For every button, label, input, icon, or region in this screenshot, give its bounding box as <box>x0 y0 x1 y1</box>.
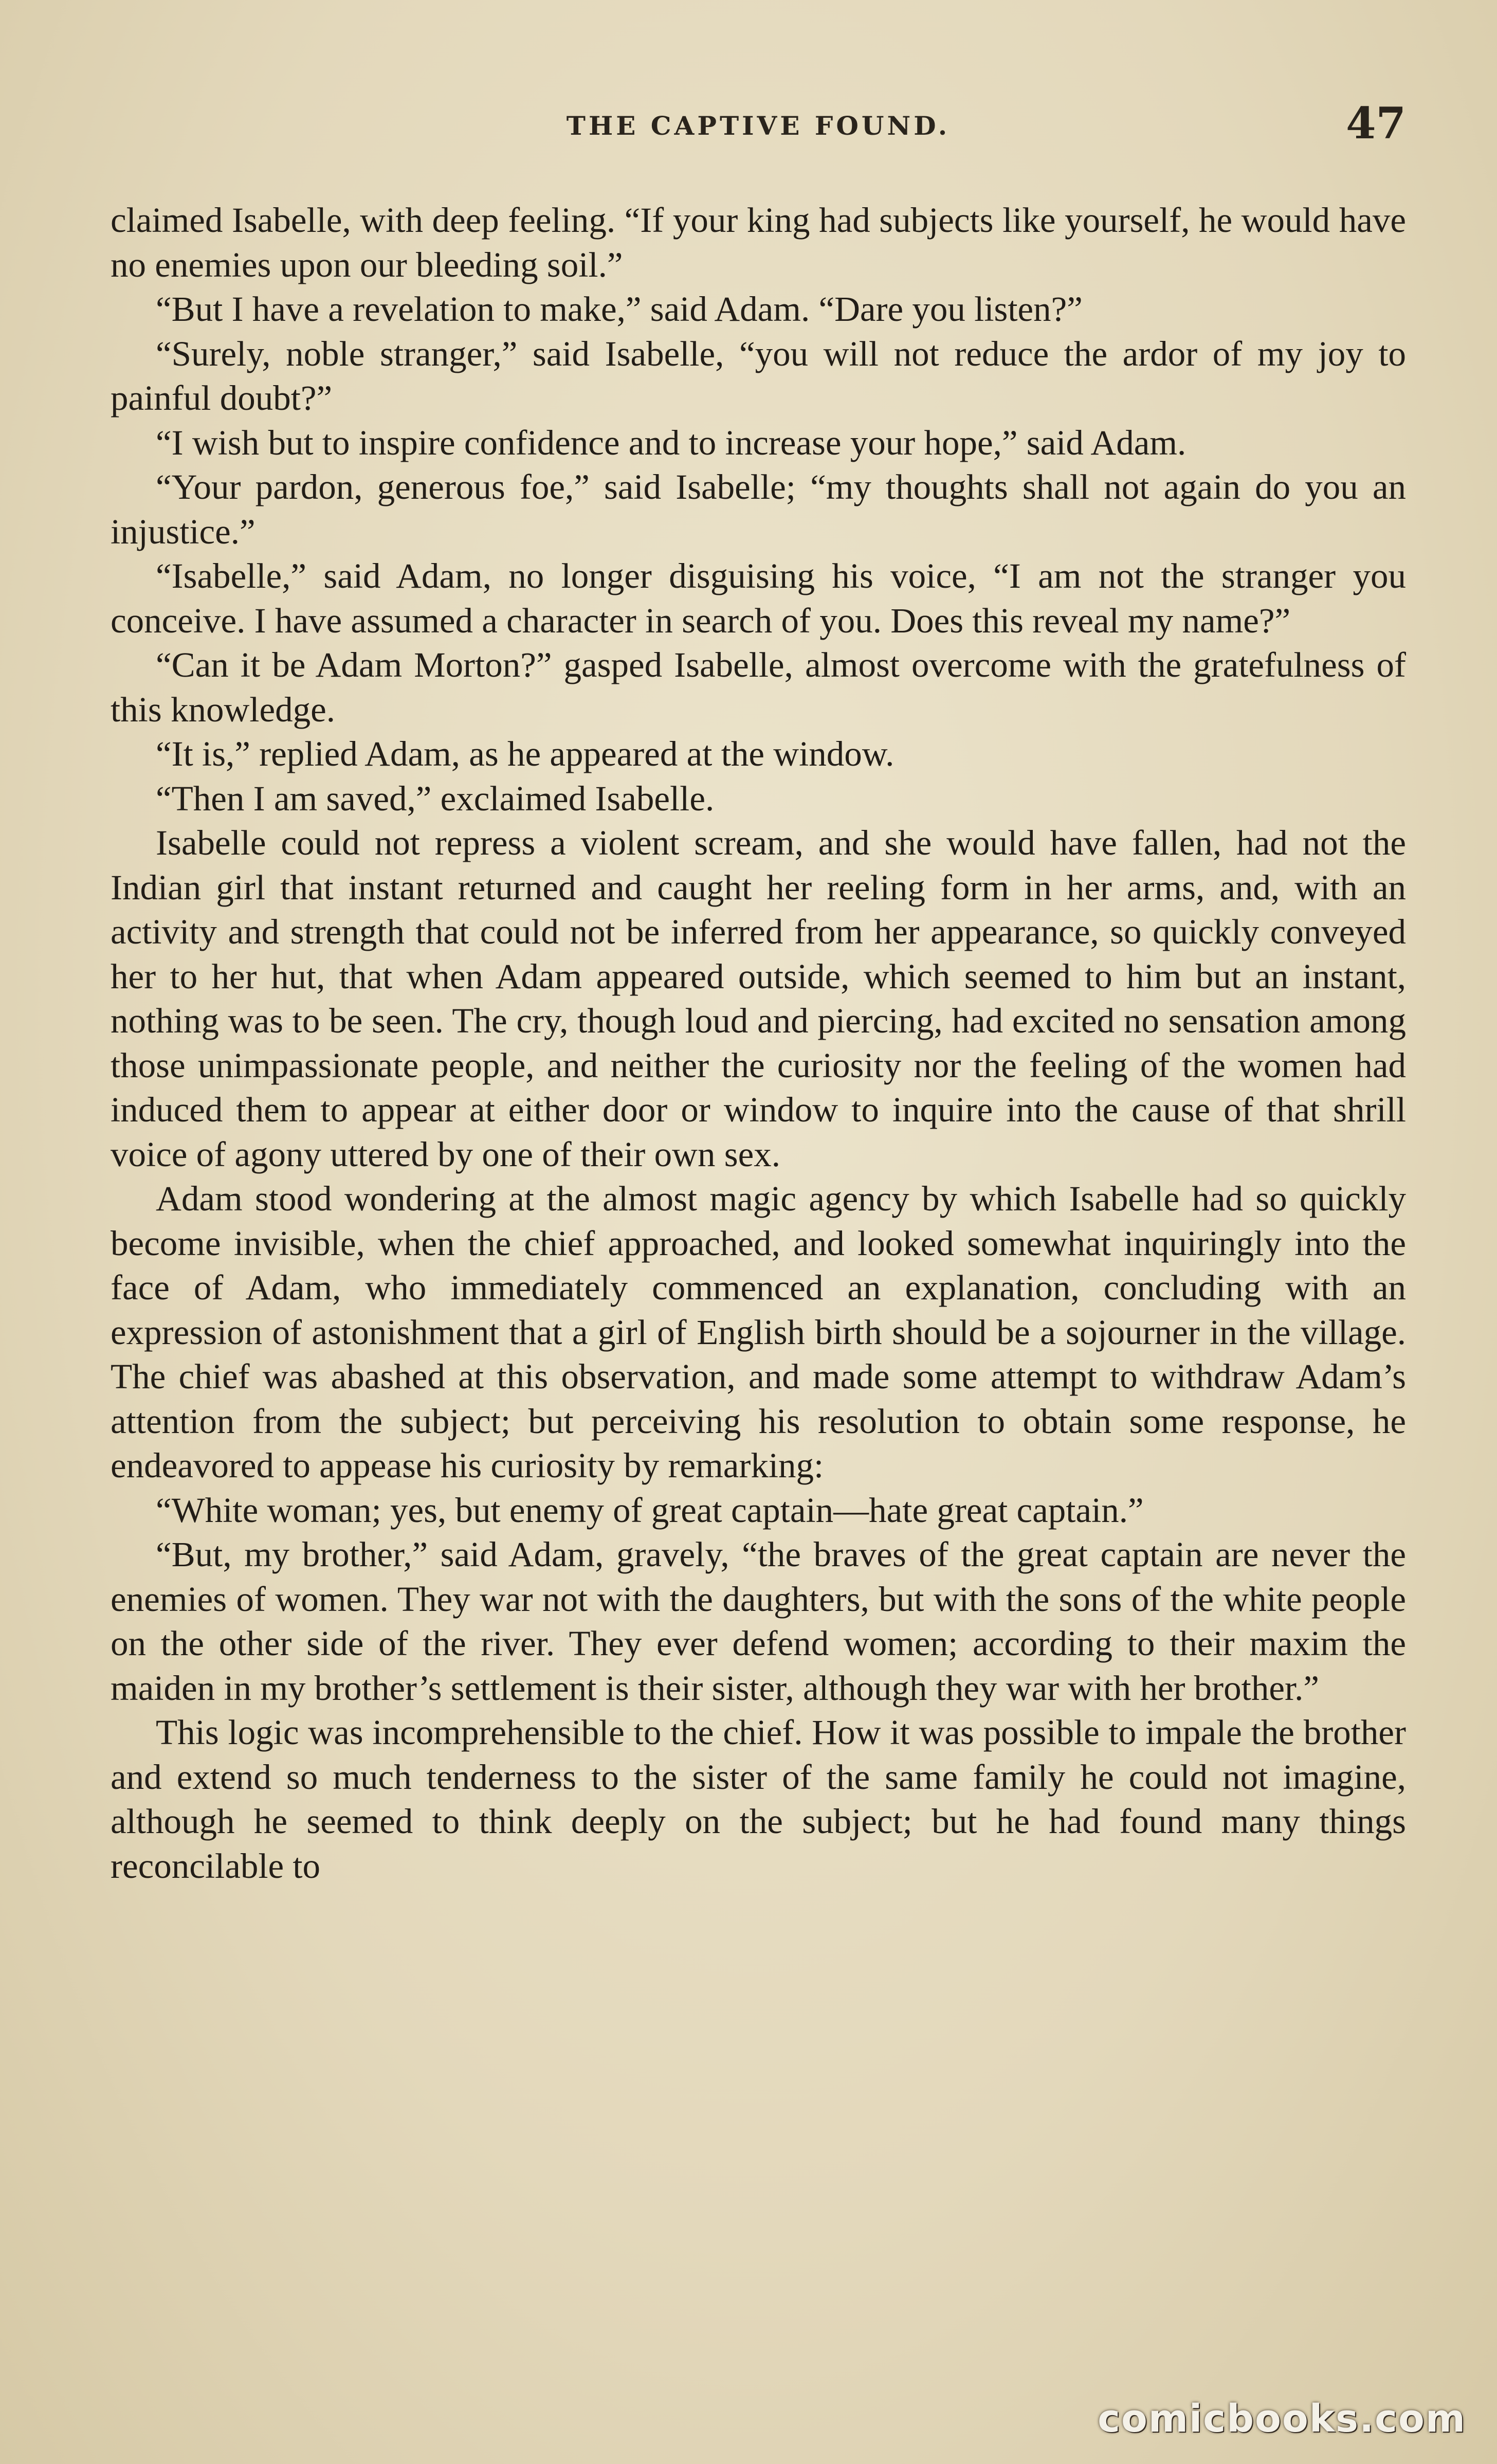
paragraph: This logic was incomprehensible to the chief. How it was possible to impale the brother and extend so much tenderness to the sister of the same family he could not imagine, although he seemed to think deeply on the subject; but he had found many things reconcilable to <box>111 1713 1406 1886</box>
body-text <box>111 198 1406 1888</box>
paragraph: “White woman; yes, but enemy of great captain—hate great captain.” <box>156 1490 1144 1530</box>
paragraph: “But I have a revelation to make,” said Adam. “Dare you listen?” <box>156 289 1083 329</box>
page-header <box>111 98 1406 159</box>
paragraph: “It is,” replied Adam, as he appeared at the window. <box>156 734 894 773</box>
paragraph: Adam stood wondering at the almost magic agency by which Isabelle had so quickly become invisible, when the chief approached, and looked somewhat inquiringly into the face of Adam, who immediately commenced an explanation, concluding with an expression of astonishment that a girl of English birth should be a sojourner in the village. The chief was abashed at this observation, and made some attempt to withdraw Adam’s attention from the subject; but perceiving his resolution to obtain some response, he endeavored to appease his curiosity by remarking: <box>111 1179 1406 1485</box>
page-number: 47 <box>1346 98 1406 149</box>
running-head: THE CAPTIVE FOUND. <box>566 111 951 141</box>
paragraph: “Isabelle,” said Adam, no longer disguising his voice, “I am not the stranger you conceive. I have assumed a character in search of you. Does this reveal my name?” <box>111 556 1406 640</box>
paragraph: “Then I am saved,” exclaimed Isabelle. <box>156 778 715 818</box>
paragraph: Isabelle could not repress a violent scream, and she would have fallen, had not the Indian girl that instant returned and caught her reeling form in her arms, and, with an activity and strength that could not be inferred from her appearance, so quickly conveyed her to her hut, that when Adam appeared outside, which seemed to him but an instant, nothing was to be seen. The cry, though loud and piercing, had excited no sensation among those unimpassionate people, and neither the curiosity nor the feeling of the women had induced them to appear at either door or window to inquire into the cause of that shrill voice of agony uttered by one of their own sex. <box>111 823 1406 1174</box>
paragraph: claimed Isabelle, with deep feeling. “If your king had subjects like yourself, he would have no enemies upon our bleeding soil.” <box>111 201 1406 284</box>
paragraph: “Can it be Adam Morton?” gasped Isabelle, almost overcome with the gratefulness of this knowledge. <box>111 645 1406 729</box>
watermark: comicbooks.com <box>1098 2397 1466 2441</box>
paragraph: “Your pardon, generous foe,” said Isabelle; “my thoughts shall not again do you an injustice.” <box>111 467 1406 551</box>
paragraph: “Surely, noble stranger,” said Isabelle, “you will not reduce the ardor of my joy to painful doubt?” <box>111 334 1406 418</box>
paragraph: “But, my brother,” said Adam, gravely, “the braves of the great captain are never the enemies of women. They war not with the daughters, but with the sons of the white people on the other side of the river. They ever defend women; according to their maxim the maiden in my brother’s settlement is their sister, although they war with her brother.” <box>111 1535 1406 1708</box>
paragraph: “I wish but to inspire confidence and to increase your hope,” said Adam. <box>156 423 1186 462</box>
